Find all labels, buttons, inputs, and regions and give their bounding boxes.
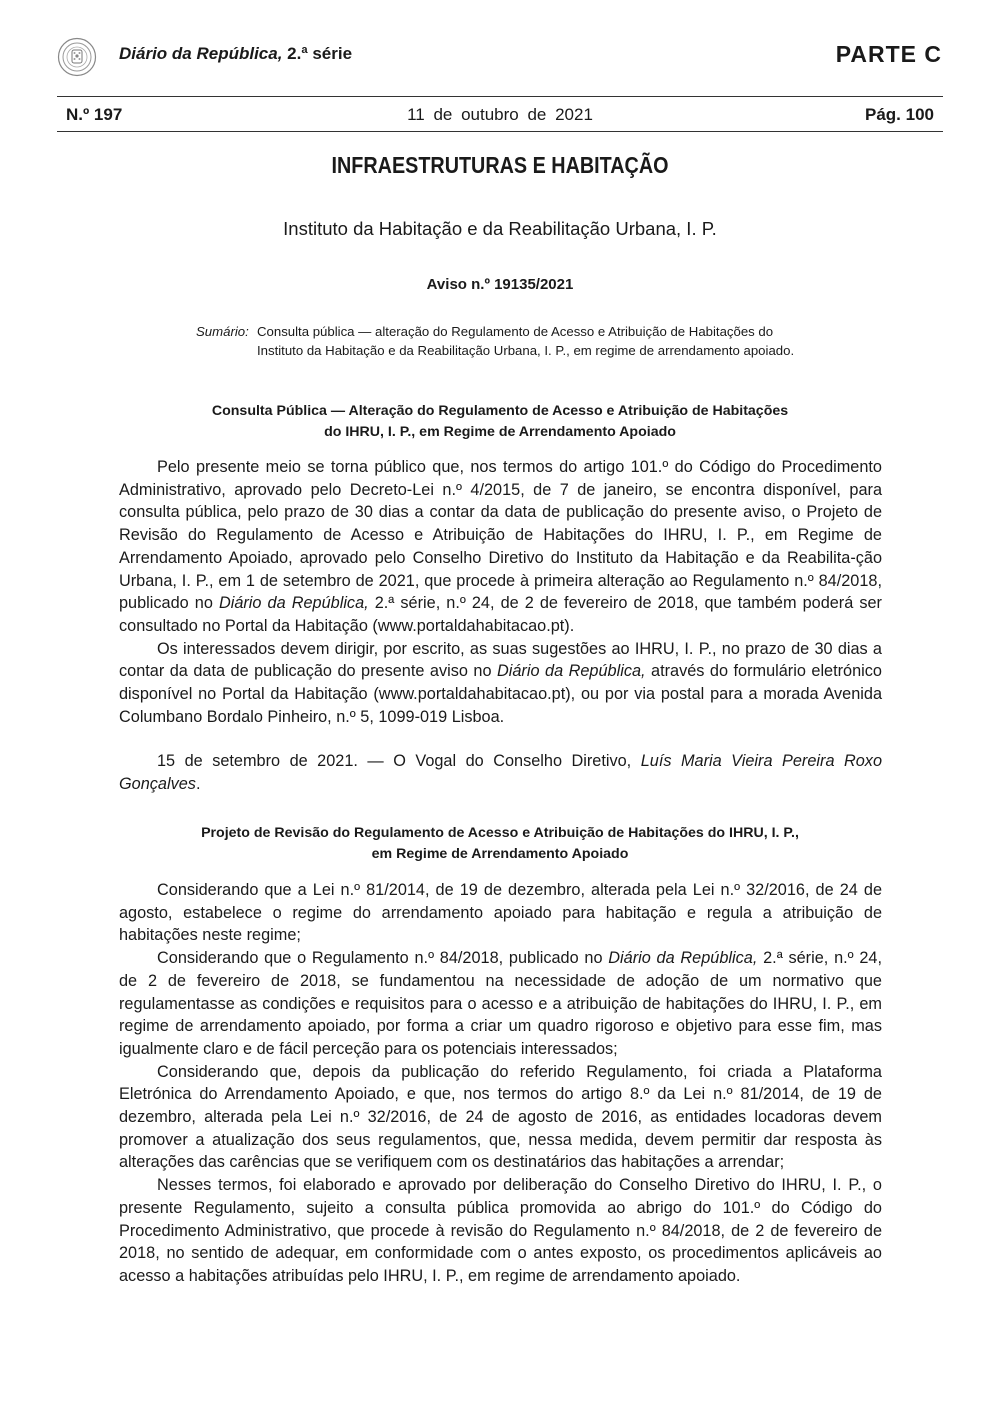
page-number: Pág. 100: [865, 105, 934, 124]
project-title: Projeto de Revisão do Regulamento de Acesso e Atribuição de Habitações do IHRU, I. P., em Regime de Arrendamento Apoiado: [201, 825, 799, 862]
issue-date: 11 de outubro de 2021: [407, 105, 593, 124]
project-body: [119, 879, 882, 1288]
paragraph: Os interessados devem dirigir, por escrito, as suas sugestões ao IHRU, I. P., no prazo de 30 dias a contar da data de publicação do presente aviso no Diário da República, através do formulário eletrónico disponível no Portal da Habitação (www.portaldahabitacao.pt), ou por via postal para a morada Avenida Columbano Bordalo Pinheiro, n.º 5, 1099-019 Lisboa.: [119, 639, 882, 726]
part-label: PARTE C: [835, 41, 942, 67]
coat-of-arms-icon: [57, 37, 97, 77]
issue-bar: [66, 105, 934, 125]
header-rule-top: [57, 96, 943, 97]
header-rule-bottom: [57, 131, 943, 132]
institute-name: Instituto da Habitação e da Reabilitação Urbana, I. P.: [283, 218, 717, 239]
paragraph: Nesses termos, foi elaborado e aprovado por deliberação do Conselho Diretivo do IHRU, I. P., o presente Regulamento, sujeito a consulta pública promovida ao abrigo do 101.º do Código do Procedimento Administrativo, que procede à revisão do Regulamento n.º 84/2018, de 2 de fevereiro de 2018, no sentido de adequar, em conformidade com o antes exposto, os procedimentos aplicáveis ao acesso a habitações atribuídas pelo IHRU, I. P., em regime de arrendamento apoiado.: [119, 1176, 882, 1285]
issue-number: N.º 197: [66, 105, 123, 124]
summary-label: Sumário:: [196, 324, 249, 339]
consultation-title: Consulta Pública — Alteração do Regulamento de Acesso e Atribuição de Habitações do IHRU, I. P., em Regime de Arrendamento Apoiado: [211, 403, 789, 440]
summary: [196, 322, 811, 360]
paragraph: Considerando que o Regulamento n.º 84/2018, publicado no Diário da República, 2.ª série, n.º 24, de 2 de fevereiro de 2018, se fundamentou na necessidade de adoção de um normativo que regulamentasse as condições e requisitos para o acesso e a atribuição de habitações do IHRU, I. P., em regime de arrendamento apoiado, por forma a criar um quadro rigoroso e objetivo para esse fim, mas igualmente claro e de fácil perceção para os potenciais interessados;: [119, 949, 882, 1058]
paragraph: Pelo presente meio se torna público que, nos termos do artigo 101.º do Código do Procedimento Administrativo, aprovado pelo Decreto-Lei n.º 4/2015, de 7 de janeiro, se encontra disponível, para consulta pública, pelo prazo de 30 dias a contar da data de publicação do presente aviso, o Projeto de Revisão do Regulamento de Acesso e Atribuição de Habitações do IHRU, I. P., em Regime de Arrendamento Apoiado, aprovado pelo Conselho Diretivo do Instituto da Habitação e da Reabilita-ção Urbana, I. P., em 1 de setembro de 2021, que procede à primeira alteração ao Regulamento n.º 84/2018, publicado no Diário da República, 2.ª série, n.º 24, de 2 de fevereiro de 2018, que também poderá ser consultado no Portal da Habitação (www.portaldahabitacao.pt).: [119, 458, 882, 635]
paragraph: Considerando que a Lei n.º 81/2014, de 19 de dezembro, alterada pela Lei n.º 32/2016, de 24 de agosto, estabelece o regime do arrendamento apoiado para habitação e regula a atribuição de habitações neste regime;: [119, 881, 882, 945]
journal-title: Diário da República, 2.ª série: [119, 44, 353, 63]
notice-number: Aviso n.º 19135/2021: [426, 276, 574, 293]
summary-text: Consulta pública — alteração do Regulamento de Acesso e Atribuição de Habitações do Instituto da Habitação e da Reabilitação Urbana, I. P., em regime de arrendamento apoiado.: [257, 324, 795, 358]
consultation-body: [119, 456, 882, 728]
paragraph: Considerando que, depois da publicação do referido Regulamento, foi criada a Plataforma Eletrónica do Arrendamento Apoiado, e que, nos termos do artigo 8.º da Lei n.º 81/2014, de 19 de dezembro, alterada pela Lei n.º 32/2016, de 24 de agosto de 2016, as entidades locadoras devem promover a atualização dos seus regulamentos, que, nessa medida, devem permitir dar resposta às alterações das carências que se verifiquem com os destinatários das habitações a arrendar;: [119, 1062, 882, 1172]
signature: 15 de setembro de 2021. — O Vogal do Conselho Diretivo, Luís Maria Vieira Pereira Roxo Gonçalves.: [119, 752, 882, 793]
section-title: INFRAESTRUTURAS E HABITAÇÃO: [331, 152, 669, 178]
